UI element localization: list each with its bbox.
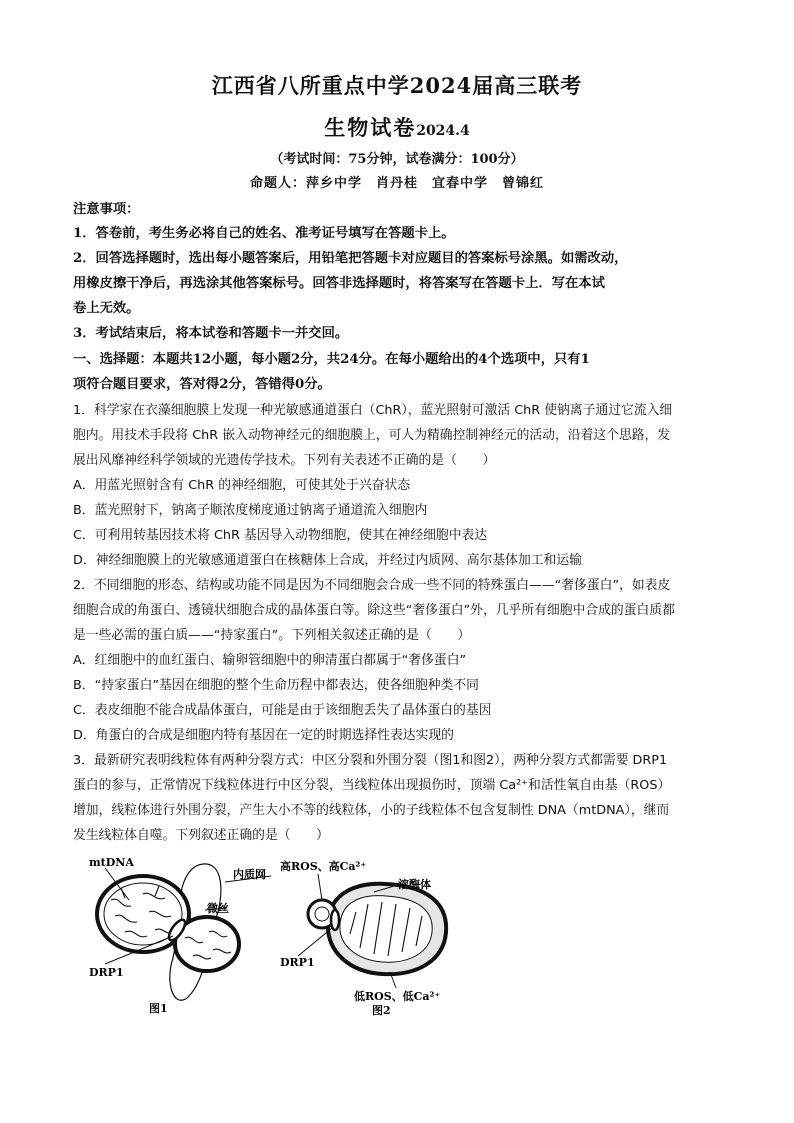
figure-2-mitochondrion-peripheral-division bbox=[278, 852, 468, 1017]
section1-instructions-line-1: 一、选择题：本题共12小题，每小题2分，共24分。在每小题给出的4个选项中，只有1 bbox=[73, 352, 590, 367]
fig2-label-high: 高ROS、高Ca²⁺ bbox=[280, 860, 367, 873]
q2-option-a: A．红细胞中的血红蛋白、输卵管细胞中的卵清蛋白都属于“奢侈蛋白” bbox=[73, 653, 467, 668]
q1-option-a: A．用蓝光照射含有 ChR 的神经细胞，可使其处于兴奋状态 bbox=[73, 478, 411, 493]
exam-info: （考试时间：75分钟，试卷满分：100分） bbox=[270, 152, 524, 167]
q2-option-d: D．角蛋白的合成是细胞内特有基因在一定的时期选择性表达实现的 bbox=[73, 728, 454, 743]
fig1-label-drp1: DRP1 bbox=[89, 966, 124, 979]
exam-authors: 命题人：萍乡中学 肖丹桂 宜春中学 曾锦红 bbox=[249, 176, 544, 191]
q1-option-d: D．神经细胞膜上的光敏感通道蛋白在核糖体上合成，并经过内质网、高尔基体加工和运输 bbox=[73, 553, 582, 568]
exam-subtitle bbox=[0, 112, 794, 142]
exam-date: 2024.4 bbox=[416, 123, 470, 139]
q2-stem-line-3: 是一些必需的蛋白质——“持家蛋白”。下列相关叙述正确的是（ ） bbox=[73, 628, 471, 643]
q2-stem-line-1: 2．不同细胞的形态、结构或功能不同是因为不同细胞会合成一些不同的特殊蛋白——“奢侈蛋白”，如表皮 bbox=[73, 578, 671, 593]
note-1: 1．答卷前，考生务必将自己的姓名、准考证号填写在答题卡上。 bbox=[73, 226, 455, 241]
q1-stem-line-1: 1．科学家在衣藻细胞膜上发现一种光敏感通道蛋白（ChR），蓝光照射可激活 ChR 使钠离子通过它流入细 bbox=[73, 403, 673, 418]
fig1-label-er: 内质网 bbox=[233, 868, 266, 881]
section1-instructions-line-2: 项符合题目要求，答对得2分，答错得0分。 bbox=[73, 377, 331, 392]
q1-stem-line-2: 胞内。用技术手段将 ChR 嵌入动物神经元的细胞膜上，可人为精确控制神经元的活动，沿着这个思路，发 bbox=[73, 428, 671, 443]
q3-stem-line-3: 增加，线粒体进行外围分裂，产生大小不等的线粒体，小的子线粒体不包含复制性 DNA（mtDNA），继而 bbox=[73, 803, 670, 818]
q1-stem-line-3: 展出风靡神经科学领域的光遗传学技术。下列有关表述不正确的是（ ） bbox=[73, 453, 496, 468]
q1-option-c: C．可利用转基因技术将 ChR 基因导入动物细胞，使其在神经细胞中表达 bbox=[73, 528, 488, 543]
notes-heading: 注意事项： bbox=[73, 202, 140, 217]
note-3: 3．考试结束后，将本试卷和答题卡一并交回。 bbox=[73, 326, 349, 341]
note-2-line-1: 2．回答选择题时，选出每小题答案后，用铅笔把答题卡对应题目的答案标号涂黑。如需改动， bbox=[73, 251, 628, 266]
exam-title: 江西省八所重点中学2024届高三联考 bbox=[211, 73, 583, 98]
q2-stem-line-2: 细胞合成的角蛋白、透镜状细胞合成的晶体蛋白等。除这些“奢侈蛋白”外，几乎所有细胞中合成的蛋白质都 bbox=[73, 603, 675, 618]
figure-1-mitochondrion-midzone-division bbox=[85, 852, 295, 1017]
q1-option-b: B．蓝光照射下，钠离子顺浓度梯度通过钠离子通道流入细胞内 bbox=[73, 503, 428, 518]
note-2-line-2: 用橡皮擦干净后，再选涂其他答案标号。回答非选择题时，将答案写在答题卡上．写在本试 bbox=[73, 276, 605, 291]
fig2-label-lysosome: 溶酶体 bbox=[398, 878, 431, 891]
drp1-ring bbox=[331, 910, 339, 930]
q3-stem-line-2: 蛋白的参与，正常情况下线粒体进行中区分裂，当线粒体出现损伤时，顶端 Ca²⁺和活性氧自由基（ROS） bbox=[73, 778, 671, 793]
q2-option-b: B．“持家蛋白”基因在细胞的整个生命历程中都表达，使各细胞种类不同 bbox=[73, 678, 479, 693]
fig1-label-mtdna: mtDNA bbox=[89, 856, 134, 869]
fig1-caption: 图1 bbox=[149, 1002, 168, 1015]
fig2-caption: 图2 bbox=[372, 1004, 391, 1017]
fig1-label-microfilament: 微丝 bbox=[207, 902, 229, 915]
q3-stem-line-4: 发生线粒体自噬。下列叙述正确的是（ ） bbox=[73, 828, 329, 843]
fig2-label-low: 低ROS、低Ca²⁺ bbox=[354, 990, 441, 1003]
fig2-label-drp1: DRP1 bbox=[280, 956, 315, 969]
subject-name: 生物试卷 bbox=[324, 115, 417, 140]
note-2-line-3: 卷上无效。 bbox=[73, 301, 140, 316]
q2-option-c: C．表皮细胞不能合成晶体蛋白，可能是由于该细胞丢失了晶体蛋白的基因 bbox=[73, 703, 492, 718]
q3-stem-line-1: 3．最新研究表明线粒体有两种分裂方式：中区分裂和外围分裂（图1和图2），两种分裂方式都需要 DRP1 bbox=[73, 753, 668, 768]
